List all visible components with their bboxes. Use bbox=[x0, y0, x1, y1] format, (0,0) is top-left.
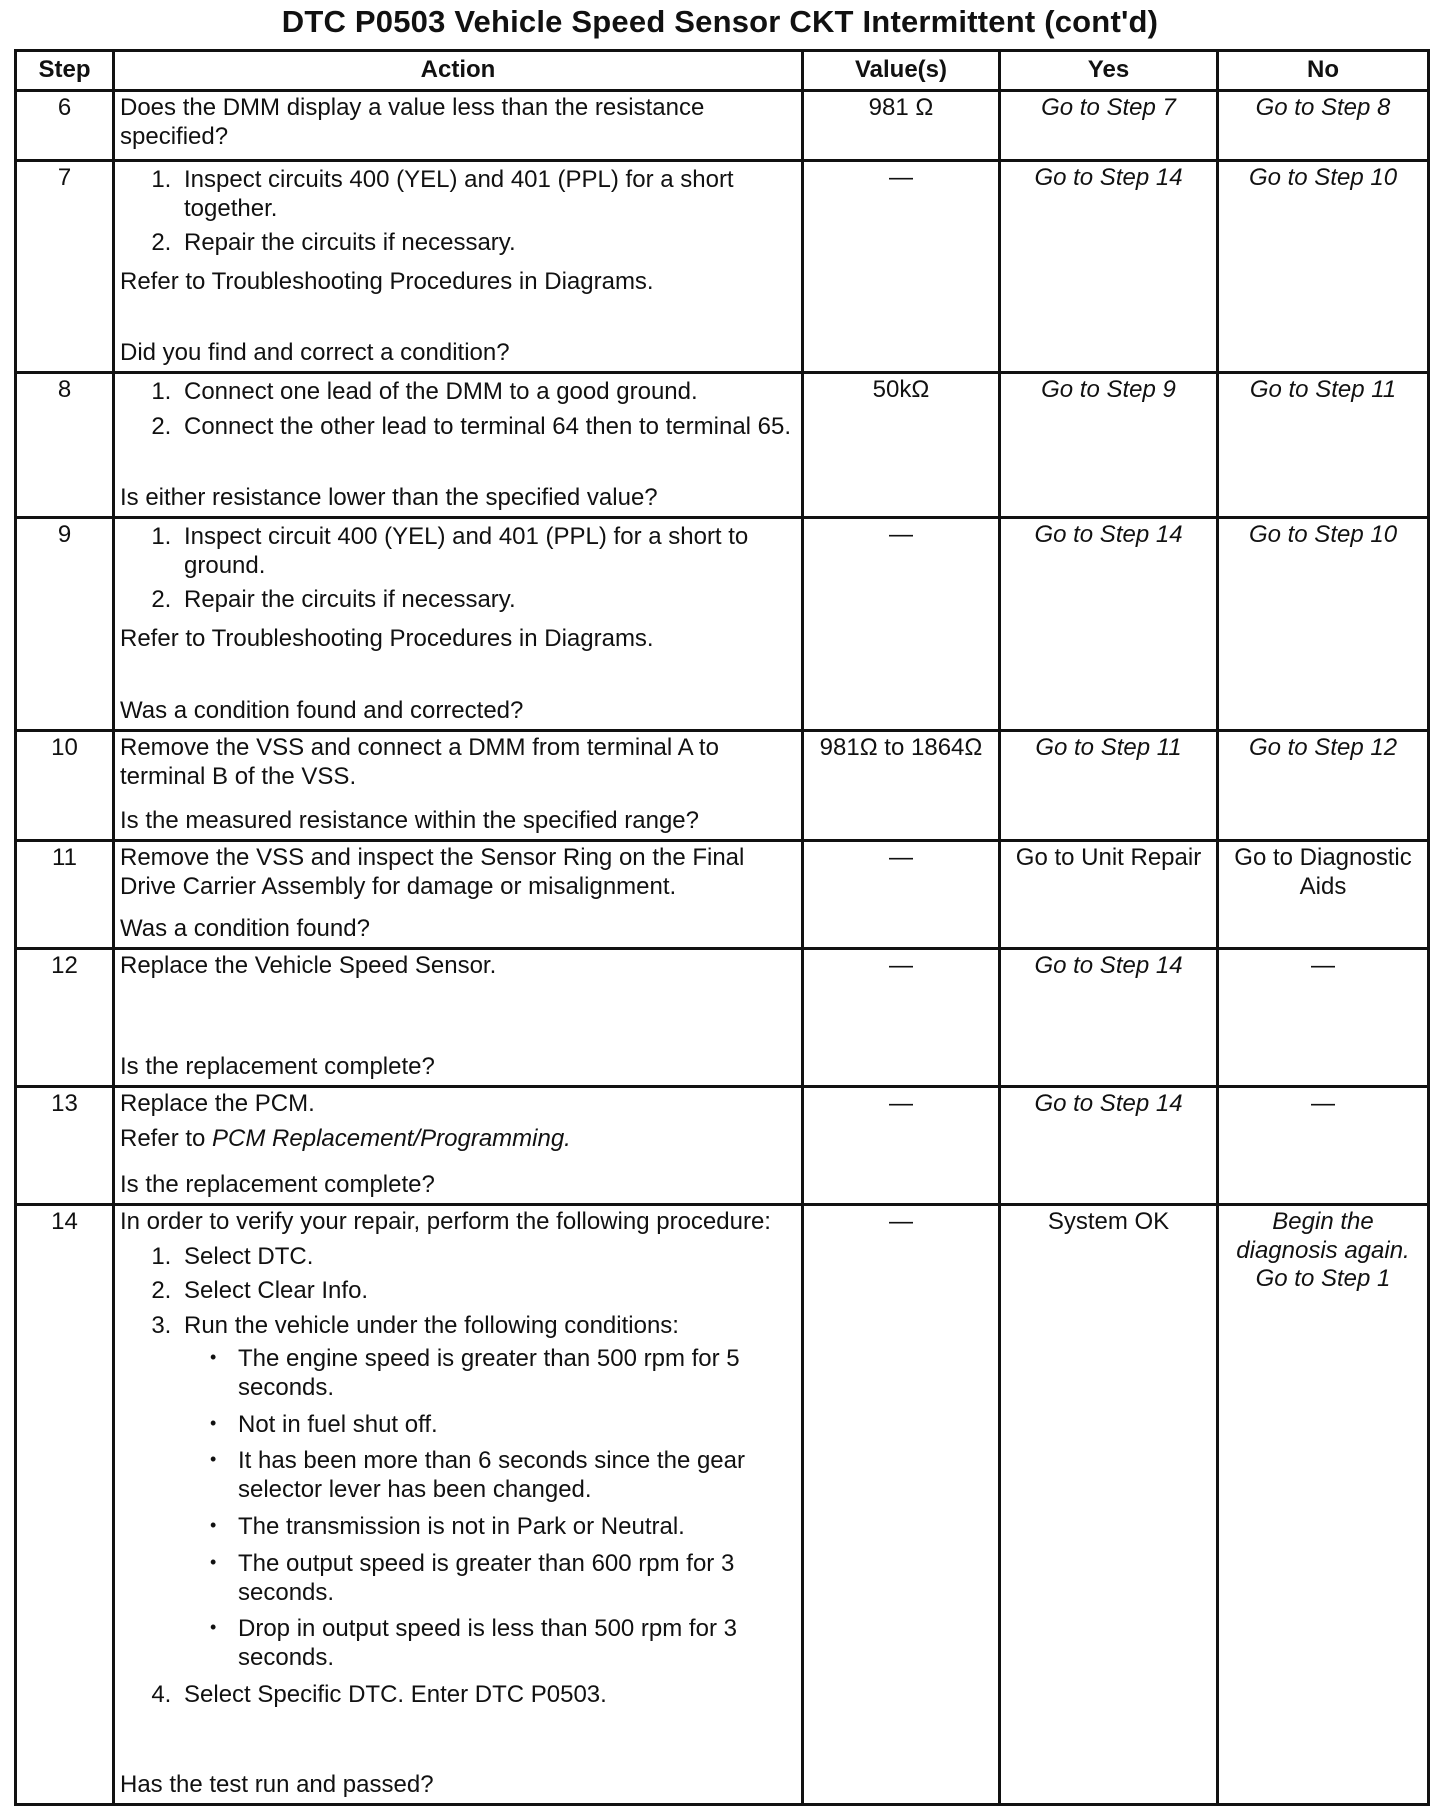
action-cell bbox=[114, 948, 803, 1086]
action-steps bbox=[120, 523, 796, 621]
header-yes: Yes bbox=[1000, 51, 1218, 91]
table-row bbox=[16, 730, 1429, 840]
no-cell: — bbox=[1218, 1086, 1429, 1204]
question-text: Is either resistance lower than the specified value? bbox=[120, 484, 658, 511]
yes-cell: Go to Step 14 bbox=[1000, 160, 1218, 372]
action-cell bbox=[114, 730, 803, 840]
action-step: 2. Repair the circuits if necessary. bbox=[178, 586, 796, 615]
no-cell bbox=[1218, 1204, 1429, 1804]
action-steps bbox=[120, 378, 796, 448]
action-cell bbox=[114, 1086, 803, 1204]
yes-cell: Go to Step 9 bbox=[1000, 372, 1218, 517]
yes-cell: Go to Unit Repair bbox=[1000, 840, 1218, 948]
yes-cell: Go to Step 11 bbox=[1000, 730, 1218, 840]
action-step: 1. Connect one lead of the DMM to a good ground. bbox=[178, 378, 796, 407]
question-text: Is the replacement complete? bbox=[120, 1053, 435, 1080]
value-cell: — bbox=[803, 160, 1000, 372]
action-cell bbox=[114, 372, 803, 517]
step-number: 14 bbox=[16, 1204, 114, 1804]
step-number: 12 bbox=[16, 948, 114, 1086]
header-step: Step bbox=[16, 51, 114, 91]
condition-item: • The transmission is not in Park or Neutral. bbox=[232, 1513, 796, 1542]
no-line: Begin the bbox=[1272, 1207, 1374, 1235]
table-row bbox=[16, 948, 1429, 1086]
action-text: Remove the VSS and inspect the Sensor Ring on the Final Drive Carrier Assembly for damage or misalignment. bbox=[120, 843, 745, 900]
step-number: 7 bbox=[16, 160, 114, 372]
question-text: Is the replacement complete? bbox=[120, 1171, 435, 1198]
procedure-steps bbox=[120, 1243, 796, 1716]
no-cell: Go to Step 8 bbox=[1218, 90, 1429, 160]
no-cell: Go to Step 12 bbox=[1218, 730, 1429, 840]
question-text: Has the test run and passed? bbox=[120, 1771, 434, 1798]
question-text: Did you find and correct a condition? bbox=[120, 339, 510, 366]
no-cell: Go to Step 10 bbox=[1218, 517, 1429, 730]
table-header-row bbox=[16, 51, 1429, 91]
action-text: Remove the VSS and connect a DMM from terminal A to terminal B of the VSS. bbox=[120, 733, 719, 790]
action-step: 1. Inspect circuit 400 (YEL) and 401 (PPL) for a short to ground. bbox=[178, 523, 796, 581]
reference-text bbox=[120, 1125, 796, 1154]
action-step: 2. Connect the other lead to terminal 64 then to terminal 65. bbox=[178, 413, 796, 442]
reference-text: Refer to Troubleshooting Procedures in Diagrams. bbox=[120, 268, 654, 296]
procedure-step bbox=[178, 1312, 796, 1673]
action-cell bbox=[114, 517, 803, 730]
yes-cell: Go to Step 14 bbox=[1000, 517, 1218, 730]
action-cell bbox=[114, 840, 803, 948]
condition-item: • The output speed is greater than 600 rpm for 3 seconds. bbox=[232, 1550, 796, 1608]
reference-prefix: Refer to bbox=[120, 1124, 206, 1152]
value-cell: — bbox=[803, 1086, 1000, 1204]
header-no: No bbox=[1218, 51, 1429, 91]
action-step: 1. Inspect circuits 400 (YEL) and 401 (PPL) for a short together. bbox=[178, 166, 796, 224]
no-line: diagnosis again. bbox=[1236, 1236, 1410, 1264]
step-number: 10 bbox=[16, 730, 114, 840]
no-cell: Go to Diagnostic Aids bbox=[1218, 840, 1429, 948]
procedure-step-text: Run the vehicle under the following conditions: bbox=[184, 1312, 679, 1340]
yes-cell: System OK bbox=[1000, 1204, 1218, 1804]
action-text: Replace the Vehicle Speed Sensor. bbox=[120, 951, 497, 979]
value-cell: 981Ω to 1864Ω bbox=[803, 730, 1000, 840]
yes-cell: Go to Step 7 bbox=[1000, 90, 1218, 160]
condition-item: • It has been more than 6 seconds since the gear selector lever has been changed. bbox=[232, 1447, 796, 1505]
value-cell: — bbox=[803, 840, 1000, 948]
procedure-step: 1. Select DTC. bbox=[178, 1243, 796, 1272]
intro-text: In order to verify your repair, perform the following procedure: bbox=[120, 1207, 771, 1235]
reference-text: Refer to Troubleshooting Procedures in Diagrams. bbox=[120, 625, 654, 653]
action-cell bbox=[114, 160, 803, 372]
step-number: 13 bbox=[16, 1086, 114, 1204]
step-number: 11 bbox=[16, 840, 114, 948]
table-row bbox=[16, 90, 1429, 160]
value-cell: 50kΩ bbox=[803, 372, 1000, 517]
diagnostic-table bbox=[14, 49, 1430, 1806]
action-text: Does the DMM display a value less than the resistance specified? bbox=[114, 90, 803, 160]
table-row bbox=[16, 160, 1429, 372]
question-text: Was a condition found? bbox=[120, 915, 370, 942]
page-title: DTC P0503 Vehicle Speed Sensor CKT Intermittent (cont'd) bbox=[281, 4, 1159, 39]
action-step: 2. Repair the circuits if necessary. bbox=[178, 229, 796, 258]
condition-item: • The engine speed is greater than 500 rpm for 5 seconds. bbox=[232, 1345, 796, 1403]
value-cell: — bbox=[803, 1204, 1000, 1804]
header-values: Value(s) bbox=[803, 51, 1000, 91]
table-row bbox=[16, 1086, 1429, 1204]
action-cell bbox=[114, 1204, 803, 1804]
table-row bbox=[16, 372, 1429, 517]
action-text: Replace the PCM. bbox=[120, 1089, 315, 1117]
table-row bbox=[16, 517, 1429, 730]
question-text: Is the measured resistance within the specified range? bbox=[120, 807, 699, 834]
table-row bbox=[16, 840, 1429, 948]
step-number: 6 bbox=[16, 90, 114, 160]
no-cell: Go to Step 10 bbox=[1218, 160, 1429, 372]
no-cell: — bbox=[1218, 948, 1429, 1086]
reference-title: PCM Replacement/Programming. bbox=[212, 1124, 571, 1152]
step-number: 8 bbox=[16, 372, 114, 517]
condition-item: • Not in fuel shut off. bbox=[232, 1411, 796, 1440]
no-cell: Go to Step 11 bbox=[1218, 372, 1429, 517]
table-row bbox=[16, 1204, 1429, 1804]
question-text: Was a condition found and corrected? bbox=[120, 697, 524, 724]
yes-cell: Go to Step 14 bbox=[1000, 1086, 1218, 1204]
yes-cell: Go to Step 14 bbox=[1000, 948, 1218, 1086]
procedure-step: 4. Select Specific DTC. Enter DTC P0503. bbox=[178, 1681, 796, 1710]
value-cell: — bbox=[803, 948, 1000, 1086]
procedure-step: 2. Select Clear Info. bbox=[178, 1277, 796, 1306]
value-cell: — bbox=[803, 517, 1000, 730]
step-number: 9 bbox=[16, 517, 114, 730]
action-steps bbox=[120, 166, 796, 264]
no-line: Go to Step 1 bbox=[1255, 1265, 1391, 1293]
header-action: Action bbox=[114, 51, 803, 91]
condition-item: • Drop in output speed is less than 500 rpm for 3 seconds. bbox=[232, 1615, 796, 1673]
value-cell: 981 Ω bbox=[803, 90, 1000, 160]
condition-list bbox=[184, 1345, 796, 1673]
